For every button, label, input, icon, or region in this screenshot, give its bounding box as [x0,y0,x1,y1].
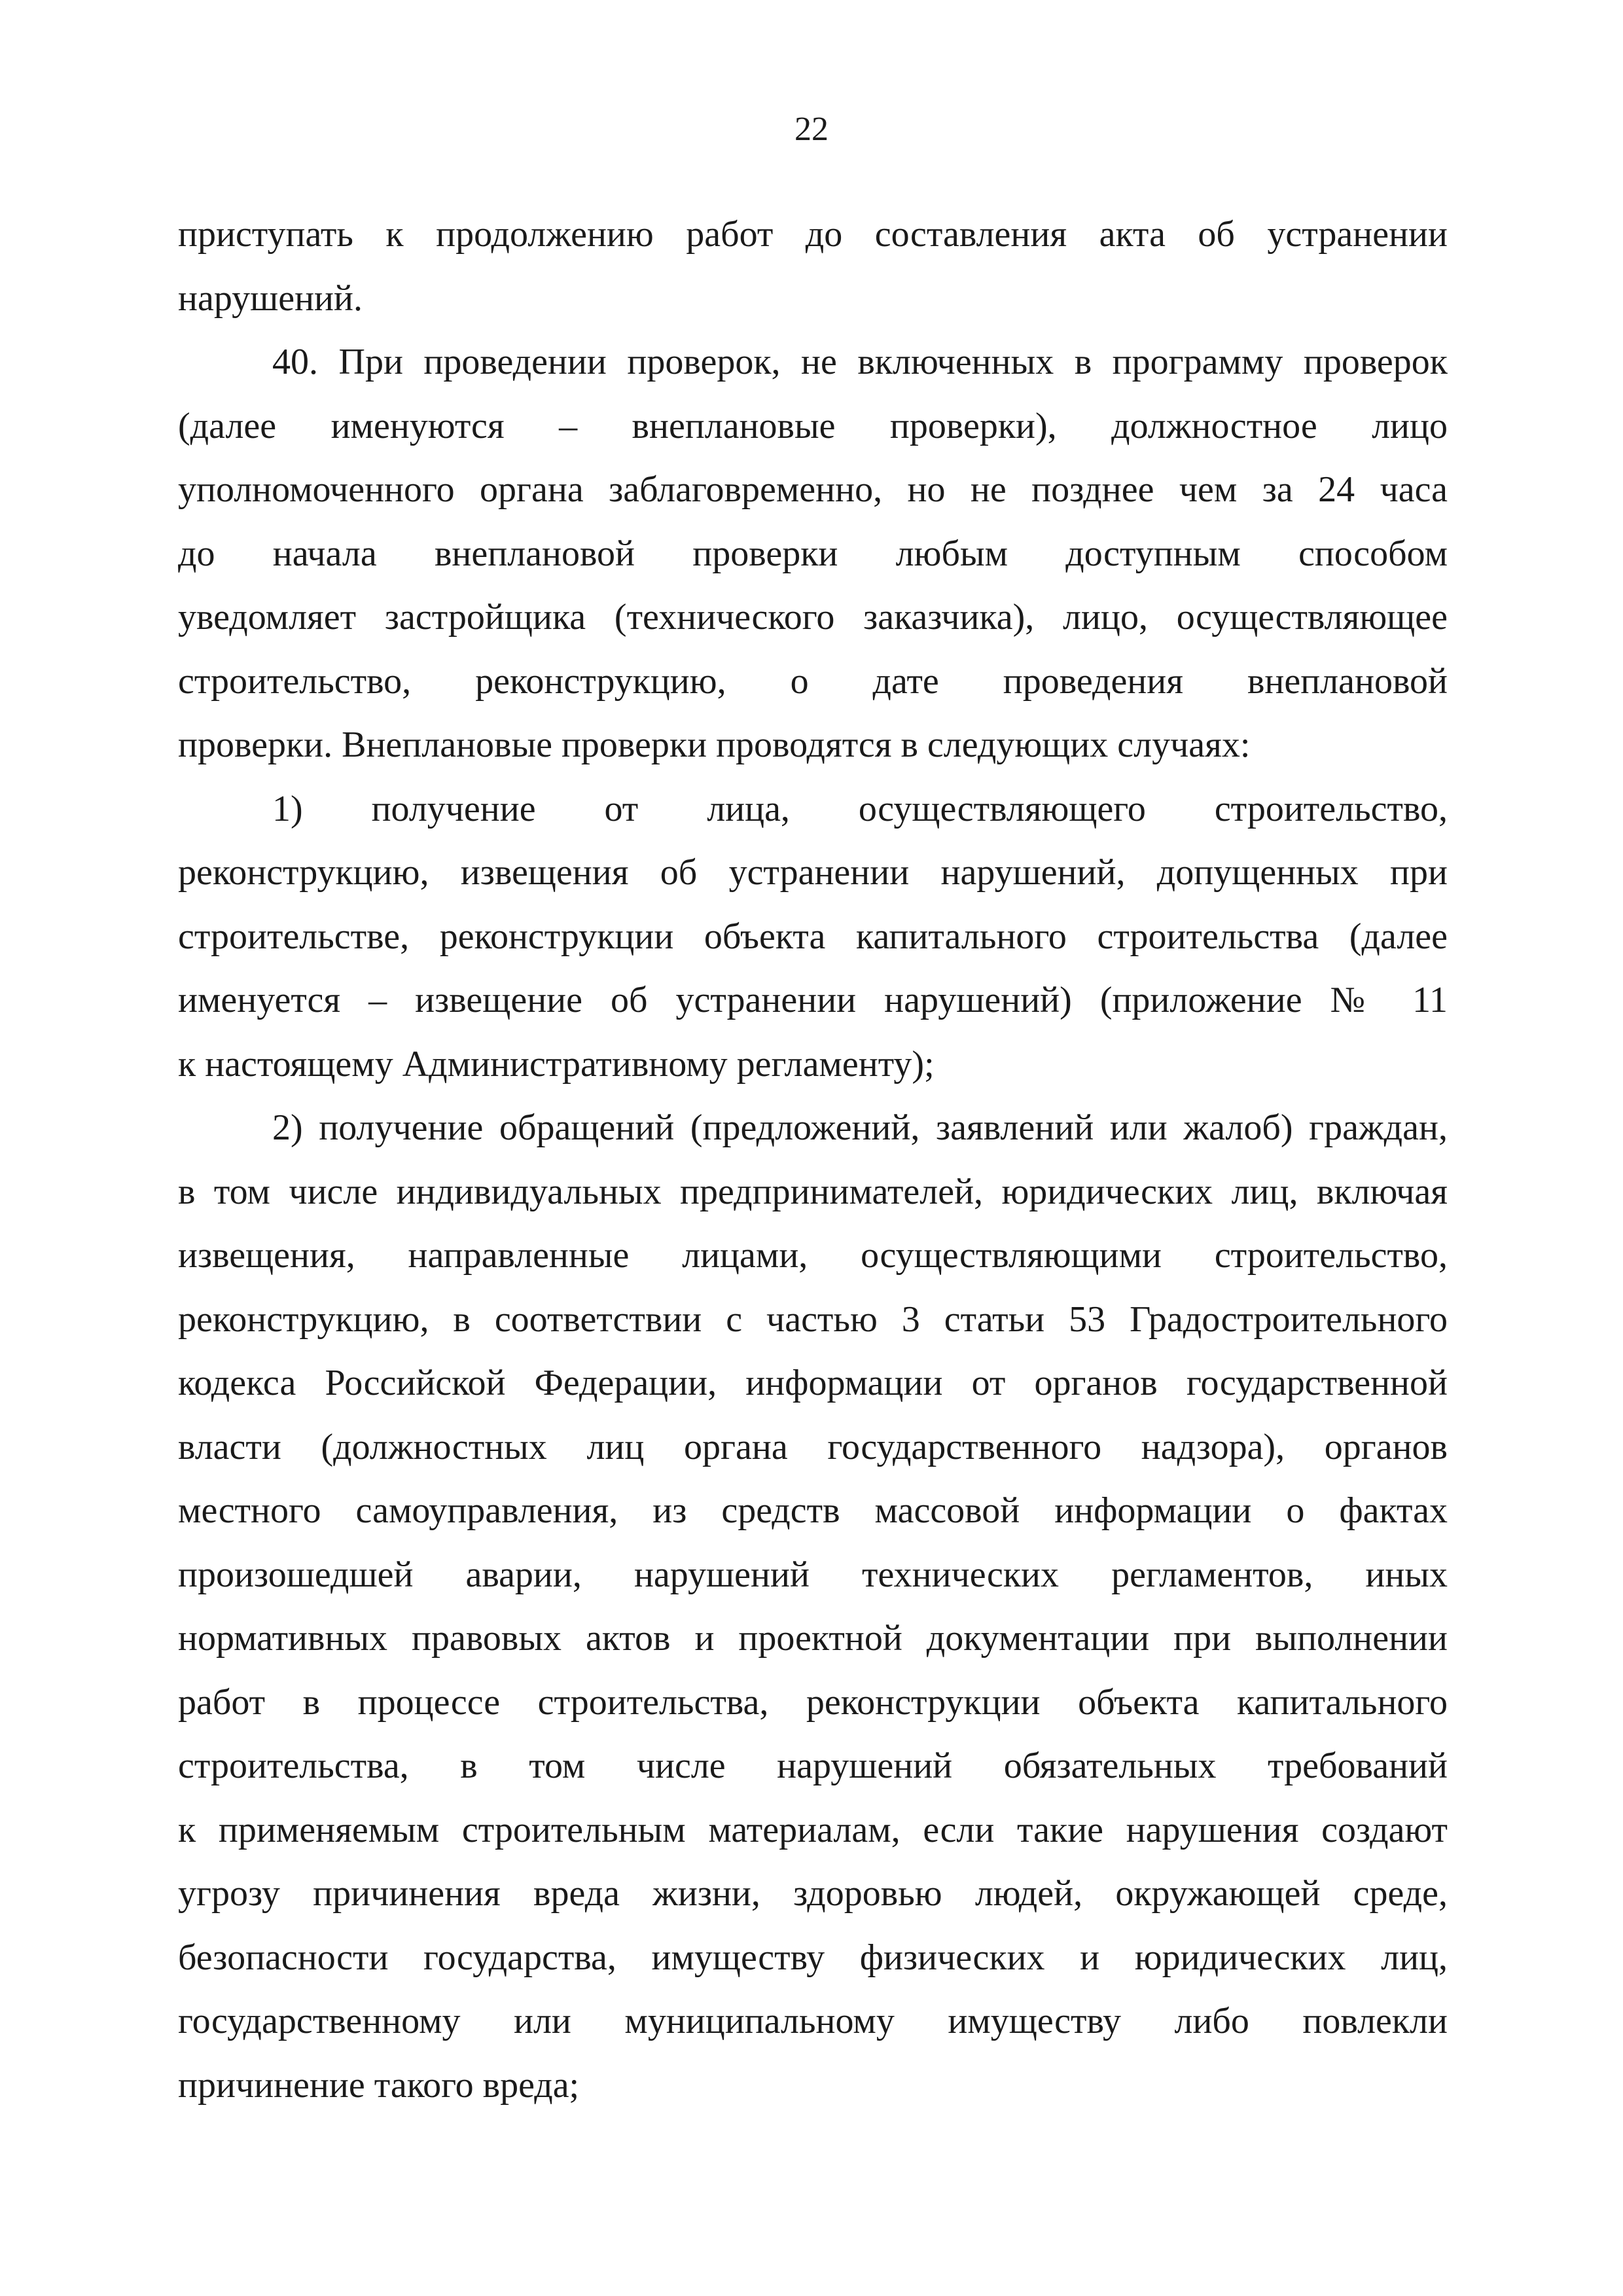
document-body [178,203,1448,2117]
text-line: к применяемым строительным материалам, если такие нарушения создают [178,1809,1448,1850]
text-line: приступать к продолжению работ до составления акта об устранении [178,214,1448,255]
text-line: уведомляет застройщика (технического заказчика), лицо, осуществляющее [178,597,1448,637]
text-line: проверки. Внеплановые проверки проводятся в следующих случаях: [178,725,1251,765]
text-line: 40. При проведении проверок, не включенных в программу проверок [272,342,1448,382]
text-line: реконструкцию, в соответствии с частью 3 статьи 53 Градостроительного [178,1299,1448,1340]
text-line: к настоящему Административному регламенту); [178,1043,935,1085]
text-line: в том числе индивидуальных предпринимателей, юридических лиц, включая [178,1171,1448,1212]
text-line: до начала внеплановой проверки любым доступным способом [178,533,1448,574]
text-line: строительство, реконструкцию, о дате проведения внеплановой [178,660,1448,702]
page-number: 22 [794,111,829,148]
text-line: государственному или муниципальному имуществу либо повлекли [178,2001,1448,2041]
text-line: причинение такого вреда; [178,2064,580,2106]
text-line: безопасности государства, имуществу физических и юридических лиц, [178,1937,1448,1978]
text-line: власти (должностных лиц органа государственного надзора), органов [178,1426,1448,1467]
text-line: 1) получение от лица, осуществляющего строительство, [272,788,1448,829]
text-line: нарушений. [178,278,363,319]
text-line: 2) получение обращений (предложений, заявлений или жалоб) граждан, [272,1107,1448,1148]
text-line: строительстве, реконструкции объекта капитального строительства (далее [178,916,1448,957]
text-line: извещения, направленные лицами, осуществляющими строительство, [178,1235,1448,1276]
text-line: реконструкцию, извещения об устранении нарушений, допущенных при [178,852,1448,893]
text-line: местного самоуправления, из средств массовой информации о фактах [178,1490,1448,1531]
text-line: именуется – извещение об устранении нарушений) (приложение № 11 [178,980,1448,1020]
text-line: уполномоченного органа заблаговременно, но не позднее чем за 24 часа [178,469,1448,510]
text-line: угрозу причинения вреда жизни, здоровью людей, окружающей среде, [178,1873,1448,1914]
text-line: кодекса Российской Федерации, информации от органов государственной [178,1363,1448,1403]
text-line: произошедшей аварии, нарушений технических регламентов, иных [178,1554,1448,1595]
text-line: нормативных правовых актов и проектной документации при выполнении [178,1618,1448,1659]
text-line: работ в процессе строительства, реконструкции объекта капитального [178,1681,1448,1723]
text-line: строительства, в том числе нарушений обязательных требований [178,1746,1448,1786]
text-line: (далее именуются – внеплановые проверки), должностное лицо [178,405,1448,446]
